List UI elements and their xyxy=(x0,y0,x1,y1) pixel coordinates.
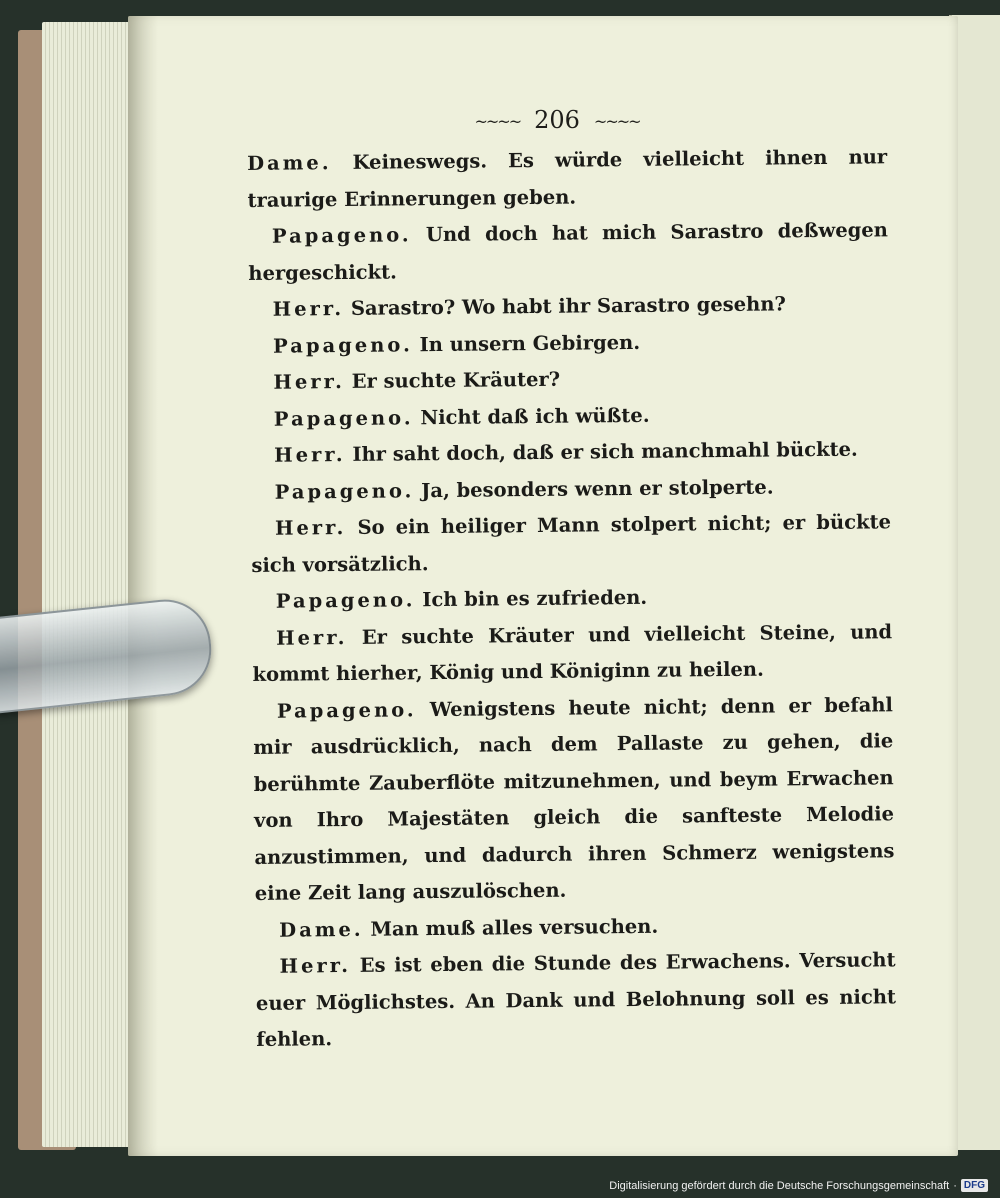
line-text: Und doch hat mich Sarastro deßwegen hergeschickt. xyxy=(248,218,889,285)
footer-separator: · xyxy=(953,1179,957,1192)
line-text: Ihr saht doch, daß er sich manchmahl bückte. xyxy=(352,437,858,466)
speaker-name: Papageno. xyxy=(271,223,412,248)
line-text: Es ist eben die Stunde des Erwachens. Versucht euer Möglichstes. An Dank und Belohnung soll es nicht fehlen. xyxy=(255,948,897,1051)
line-text: Nicht daß ich wüßte. xyxy=(420,403,650,429)
speaker-name: Papageno. xyxy=(276,697,417,723)
dialogue-line xyxy=(255,942,896,1058)
line-text: Er suchte Kräuter? xyxy=(351,367,561,393)
page-number: 206 xyxy=(534,106,580,134)
line-text: Sarastro? Wo habt ihr Sarastro gesehn? xyxy=(350,292,786,320)
dialogue-text xyxy=(247,139,897,1058)
speaker-name: Herr. xyxy=(279,953,352,978)
line-text: Man muß alles versuchen. xyxy=(370,914,659,941)
dialogue-line xyxy=(248,212,889,292)
dialogue-line xyxy=(252,614,893,694)
line-text: In unsern Gebirgen. xyxy=(419,330,641,356)
speaker-name: Herr. xyxy=(276,625,348,650)
header-ornament-left: ~~~~ xyxy=(474,112,521,131)
line-text: Keineswegs. Es würde vielleicht ihnen nur traurige Erinnerungen geben. xyxy=(247,145,888,212)
dialogue-line xyxy=(251,504,892,584)
line-text: Wenigstens heute nicht; denn er befahl mir ausdrücklich, nach dem Pallaste zu gehen, die berühmte Zauberflöte mitzunehmen, und beym Erwachen von Ihro Majestäten gleich die sanfteste Melodie anzustimmen, und dadurch ihren Schmerz wenigstens eine Zeit lang auszulöschen. xyxy=(253,692,895,905)
line-text: Ja, besonders wenn er stolperte. xyxy=(421,475,774,502)
footer-text: Digitalisierung gefördert durch die Deutsche Forschungsgemeinschaft xyxy=(609,1179,950,1192)
speaker-name: Papageno. xyxy=(274,478,415,504)
dialogue-line xyxy=(250,431,890,474)
speaker-name: Papageno. xyxy=(273,405,414,431)
dialogue-line xyxy=(253,687,895,913)
line-text: Er suchte Kräuter und vielleicht Steine, und kommt hierher, König und Königinn zu heilen. xyxy=(252,619,893,686)
header-ornament-right: ~~~~ xyxy=(593,112,640,131)
dialogue-line xyxy=(247,139,888,219)
speaker-name: Herr. xyxy=(273,369,345,394)
dfg-logo-icon: DFG xyxy=(961,1179,988,1192)
speaker-name: Dame. xyxy=(247,151,332,175)
speaker-name: Dame. xyxy=(279,917,364,942)
line-text: So ein heiliger Mann stolpert nicht; er bückte sich vorsätzlich. xyxy=(251,510,892,577)
speaker-name: Herr. xyxy=(274,442,346,467)
speaker-name: Papageno. xyxy=(275,588,416,613)
page-header xyxy=(452,106,662,134)
speaker-name: Herr. xyxy=(274,515,347,540)
speaker-name: Papageno. xyxy=(272,332,413,358)
speaker-name: Herr. xyxy=(272,296,345,321)
footer-credit xyxy=(609,1179,988,1192)
gutter-shadow xyxy=(128,16,158,1156)
line-text: Ich bin es zufrieden. xyxy=(422,585,648,612)
